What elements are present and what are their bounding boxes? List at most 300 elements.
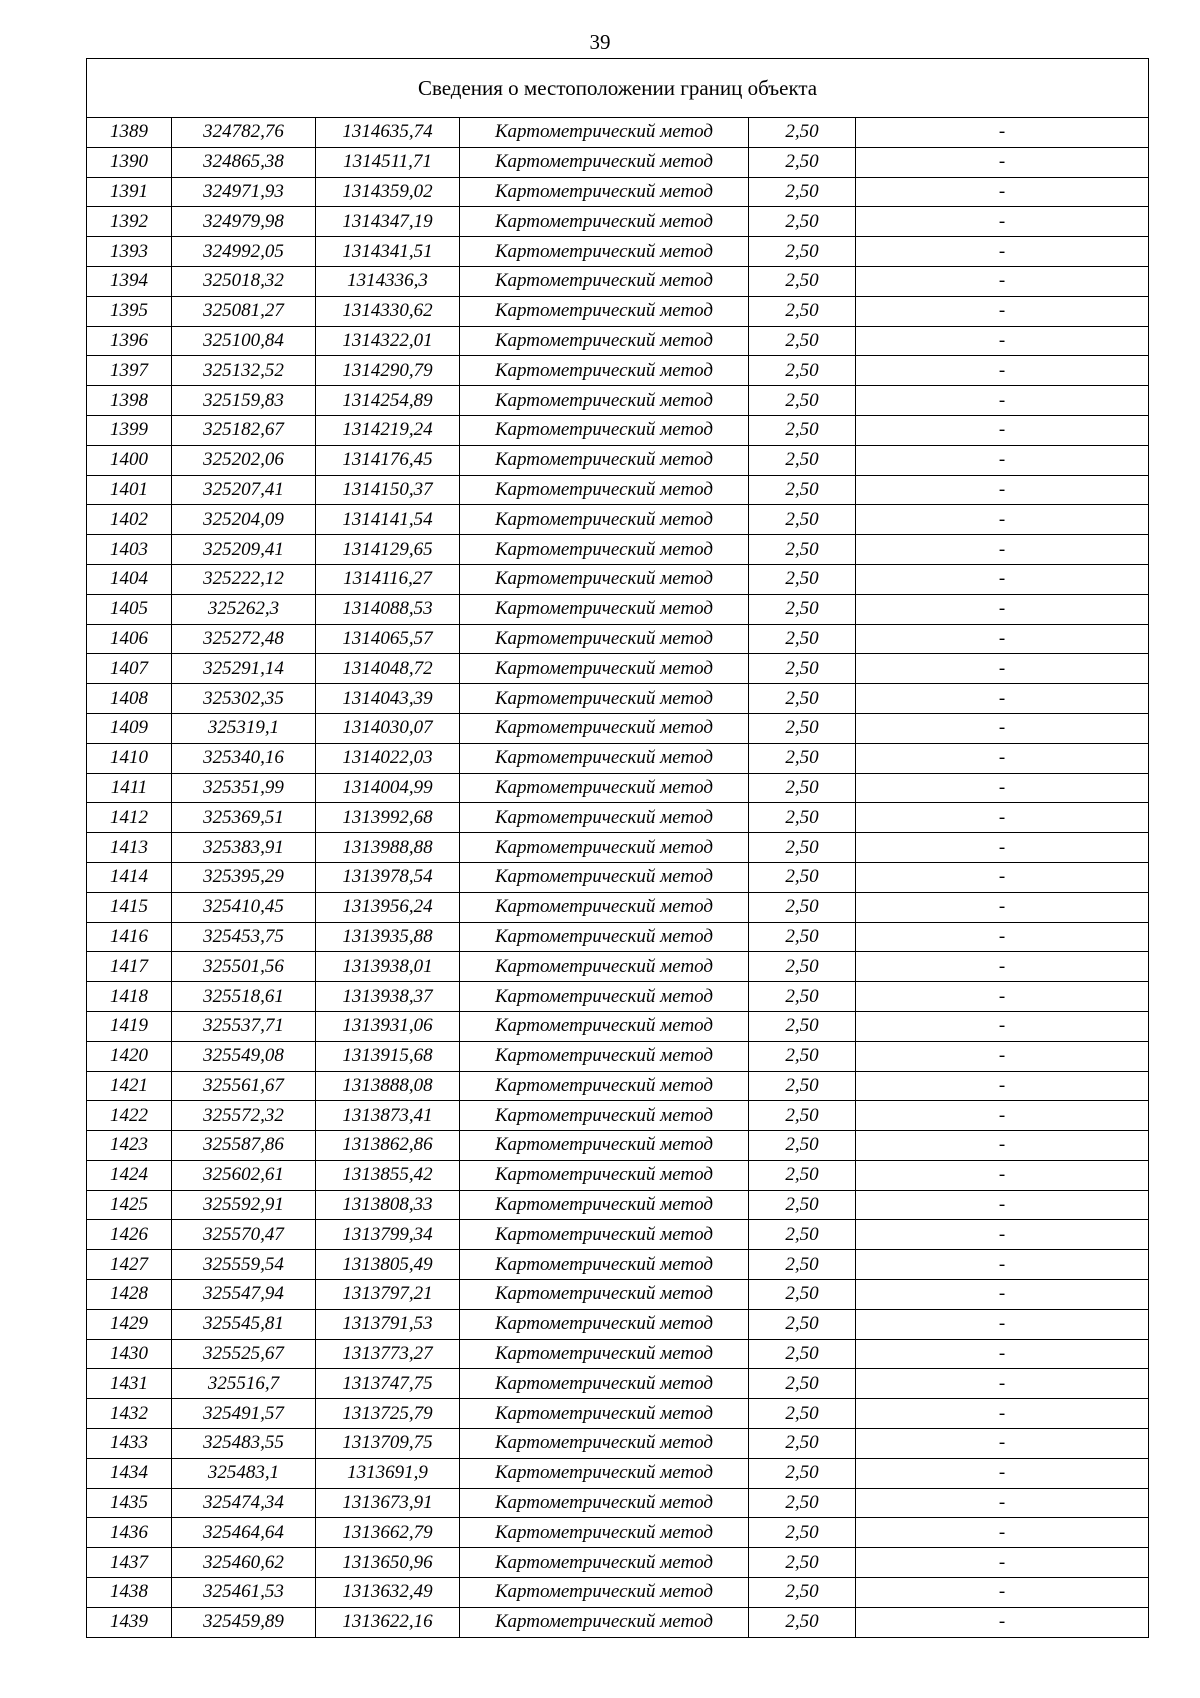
description-cell: - [856,1369,1149,1399]
accuracy-cell: 2,50 [749,1578,856,1608]
accuracy-cell: 2,50 [749,1429,856,1459]
x-coordinate-cell: 324971,93 [172,177,316,207]
y-coordinate-cell: 1313725,79 [316,1399,460,1429]
method-cell: Картометрический метод [460,1578,749,1608]
accuracy-cell: 2,50 [749,237,856,267]
description-cell: - [856,1429,1149,1459]
description-cell: - [856,952,1149,982]
method-cell: Картометрический метод [460,1488,749,1518]
x-coordinate-cell: 324979,98 [172,207,316,237]
x-coordinate-cell: 325501,56 [172,952,316,982]
description-cell: - [856,1131,1149,1161]
table-row [87,892,1149,922]
point-number-cell: 1392 [87,207,172,237]
table-row [87,1101,1149,1131]
y-coordinate-cell: 1313956,24 [316,892,460,922]
method-cell: Картометрический метод [460,1101,749,1131]
y-coordinate-cell: 1313709,75 [316,1429,460,1459]
description-cell: - [856,1041,1149,1071]
y-coordinate-cell: 1313799,34 [316,1220,460,1250]
table-row [87,624,1149,654]
method-cell: Картометрический метод [460,356,749,386]
accuracy-cell: 2,50 [749,654,856,684]
method-cell: Картометрический метод [460,1011,749,1041]
y-coordinate-cell: 1314635,74 [316,118,460,148]
method-cell: Картометрический метод [460,1131,749,1161]
method-cell: Картометрический метод [460,1041,749,1071]
x-coordinate-cell: 325570,47 [172,1220,316,1250]
point-number-cell: 1393 [87,237,172,267]
x-coordinate-cell: 325222,12 [172,564,316,594]
y-coordinate-cell: 1313931,06 [316,1011,460,1041]
method-cell: Картометрический метод [460,326,749,356]
x-coordinate-cell: 325461,53 [172,1578,316,1608]
point-number-cell: 1394 [87,266,172,296]
method-cell: Картометрический метод [460,713,749,743]
method-cell: Картометрический метод [460,743,749,773]
table-row [87,266,1149,296]
point-number-cell: 1390 [87,147,172,177]
table-row [87,654,1149,684]
method-cell: Картометрический метод [460,862,749,892]
table-row [87,177,1149,207]
boundary-coordinates-table [86,58,1149,1638]
accuracy-cell: 2,50 [749,803,856,833]
page-number: 39 [589,30,611,54]
y-coordinate-cell: 1313808,33 [316,1190,460,1220]
table-row [87,296,1149,326]
method-cell: Картометрический метод [460,505,749,535]
description-cell: - [856,1160,1149,1190]
accuracy-cell: 2,50 [749,922,856,952]
point-number-cell: 1405 [87,594,172,624]
description-cell: - [856,1518,1149,1548]
accuracy-cell: 2,50 [749,1190,856,1220]
description-cell: - [856,296,1149,326]
point-number-cell: 1395 [87,296,172,326]
x-coordinate-cell: 325204,09 [172,505,316,535]
point-number-cell: 1428 [87,1280,172,1310]
table-row [87,594,1149,624]
description-cell: - [856,1190,1149,1220]
x-coordinate-cell: 325202,06 [172,445,316,475]
description-cell: - [856,922,1149,952]
table-row [87,1429,1149,1459]
y-coordinate-cell: 1313988,88 [316,833,460,863]
method-cell: Картометрический метод [460,1309,749,1339]
description-cell: - [856,624,1149,654]
table-row [87,1190,1149,1220]
description-cell: - [856,326,1149,356]
method-cell: Картометрический метод [460,982,749,1012]
y-coordinate-cell: 1313888,08 [316,1071,460,1101]
point-number-cell: 1409 [87,713,172,743]
point-number-cell: 1418 [87,982,172,1012]
method-cell: Картометрический метод [460,1071,749,1101]
y-coordinate-cell: 1314336,3 [316,266,460,296]
table-row [87,1220,1149,1250]
y-coordinate-cell: 1313992,68 [316,803,460,833]
accuracy-cell: 2,50 [749,415,856,445]
point-number-cell: 1416 [87,922,172,952]
y-coordinate-cell: 1314511,71 [316,147,460,177]
table-row [87,743,1149,773]
y-coordinate-cell: 1314088,53 [316,594,460,624]
table-row [87,505,1149,535]
y-coordinate-cell: 1314116,27 [316,564,460,594]
y-coordinate-cell: 1314004,99 [316,773,460,803]
description-cell: - [856,535,1149,565]
accuracy-cell: 2,50 [749,505,856,535]
x-coordinate-cell: 325207,41 [172,475,316,505]
accuracy-cell: 2,50 [749,743,856,773]
accuracy-cell: 2,50 [749,386,856,416]
accuracy-cell: 2,50 [749,892,856,922]
y-coordinate-cell: 1313805,49 [316,1250,460,1280]
accuracy-cell: 2,50 [749,118,856,148]
table-row [87,445,1149,475]
description-cell: - [856,773,1149,803]
point-number-cell: 1436 [87,1518,172,1548]
x-coordinate-cell: 325262,3 [172,594,316,624]
y-coordinate-cell: 1313650,96 [316,1548,460,1578]
y-coordinate-cell: 1313873,41 [316,1101,460,1131]
method-cell: Картометрический метод [460,475,749,505]
x-coordinate-cell: 325561,67 [172,1071,316,1101]
table-row [87,118,1149,148]
y-coordinate-cell: 1313862,86 [316,1131,460,1161]
accuracy-cell: 2,50 [749,1071,856,1101]
x-coordinate-cell: 325460,62 [172,1548,316,1578]
point-number-cell: 1411 [87,773,172,803]
point-number-cell: 1432 [87,1399,172,1429]
method-cell: Картометрический метод [460,594,749,624]
table-row [87,1041,1149,1071]
y-coordinate-cell: 1314043,39 [316,684,460,714]
description-cell: - [856,1339,1149,1369]
method-cell: Картометрический метод [460,1458,749,1488]
description-cell: - [856,356,1149,386]
accuracy-cell: 2,50 [749,1548,856,1578]
table-row [87,773,1149,803]
table-row [87,1339,1149,1369]
description-cell: - [856,594,1149,624]
table-row [87,147,1149,177]
table-row [87,1488,1149,1518]
y-coordinate-cell: 1314176,45 [316,445,460,475]
method-cell: Картометрический метод [460,177,749,207]
accuracy-cell: 2,50 [749,1250,856,1280]
description-cell: - [856,892,1149,922]
x-coordinate-cell: 325410,45 [172,892,316,922]
table-row [87,386,1149,416]
point-number-cell: 1408 [87,684,172,714]
y-coordinate-cell: 1314150,37 [316,475,460,505]
description-cell: - [856,1309,1149,1339]
method-cell: Картометрический метод [460,952,749,982]
x-coordinate-cell: 325272,48 [172,624,316,654]
table-row [87,237,1149,267]
accuracy-cell: 2,50 [749,1399,856,1429]
description-cell: - [856,1548,1149,1578]
x-coordinate-cell: 325483,1 [172,1458,316,1488]
description-cell: - [856,713,1149,743]
x-coordinate-cell: 324865,38 [172,147,316,177]
y-coordinate-cell: 1314322,01 [316,326,460,356]
point-number-cell: 1427 [87,1250,172,1280]
point-number-cell: 1410 [87,743,172,773]
description-cell: - [856,1101,1149,1131]
accuracy-cell: 2,50 [749,1339,856,1369]
point-number-cell: 1419 [87,1011,172,1041]
x-coordinate-cell: 325081,27 [172,296,316,326]
point-number-cell: 1391 [87,177,172,207]
y-coordinate-cell: 1313662,79 [316,1518,460,1548]
x-coordinate-cell: 325602,61 [172,1160,316,1190]
description-cell: - [856,1458,1149,1488]
description-cell: - [856,1399,1149,1429]
table-row [87,356,1149,386]
y-coordinate-cell: 1313938,37 [316,982,460,1012]
y-coordinate-cell: 1313747,75 [316,1369,460,1399]
description-cell: - [856,177,1149,207]
description-cell: - [856,1011,1149,1041]
x-coordinate-cell: 325302,35 [172,684,316,714]
y-coordinate-cell: 1313978,54 [316,862,460,892]
accuracy-cell: 2,50 [749,266,856,296]
y-coordinate-cell: 1314219,24 [316,415,460,445]
table-row [87,803,1149,833]
accuracy-cell: 2,50 [749,773,856,803]
description-cell: - [856,445,1149,475]
x-coordinate-cell: 325209,41 [172,535,316,565]
point-number-cell: 1400 [87,445,172,475]
accuracy-cell: 2,50 [749,862,856,892]
point-number-cell: 1426 [87,1220,172,1250]
x-coordinate-cell: 325395,29 [172,862,316,892]
description-cell: - [856,1250,1149,1280]
method-cell: Картометрический метод [460,445,749,475]
point-number-cell: 1398 [87,386,172,416]
y-coordinate-cell: 1313773,27 [316,1339,460,1369]
table-row [87,1518,1149,1548]
point-number-cell: 1430 [87,1339,172,1369]
method-cell: Картометрический метод [460,207,749,237]
method-cell: Картометрический метод [460,833,749,863]
description-cell: - [856,1280,1149,1310]
description-cell: - [856,1071,1149,1101]
method-cell: Картометрический метод [460,684,749,714]
method-cell: Картометрический метод [460,386,749,416]
method-cell: Картометрический метод [460,266,749,296]
accuracy-cell: 2,50 [749,1369,856,1399]
x-coordinate-cell: 325572,32 [172,1101,316,1131]
x-coordinate-cell: 325459,89 [172,1607,316,1637]
point-number-cell: 1434 [87,1458,172,1488]
method-cell: Картометрический метод [460,237,749,267]
table-row [87,207,1149,237]
description-cell: - [856,237,1149,267]
x-coordinate-cell: 325587,86 [172,1131,316,1161]
y-coordinate-cell: 1314129,65 [316,535,460,565]
point-number-cell: 1389 [87,118,172,148]
method-cell: Картометрический метод [460,1429,749,1459]
y-coordinate-cell: 1314141,54 [316,505,460,535]
x-coordinate-cell: 325537,71 [172,1011,316,1041]
accuracy-cell: 2,50 [749,326,856,356]
y-coordinate-cell: 1313673,91 [316,1488,460,1518]
table-row [87,1309,1149,1339]
y-coordinate-cell: 1313855,42 [316,1160,460,1190]
y-coordinate-cell: 1314048,72 [316,654,460,684]
method-cell: Картометрический метод [460,118,749,148]
method-cell: Картометрический метод [460,773,749,803]
accuracy-cell: 2,50 [749,1011,856,1041]
y-coordinate-cell: 1314359,02 [316,177,460,207]
accuracy-cell: 2,50 [749,1458,856,1488]
x-coordinate-cell: 325525,67 [172,1339,316,1369]
method-cell: Картометрический метод [460,564,749,594]
table-row [87,415,1149,445]
point-number-cell: 1423 [87,1131,172,1161]
y-coordinate-cell: 1314254,89 [316,386,460,416]
method-cell: Картометрический метод [460,535,749,565]
y-coordinate-cell: 1314341,51 [316,237,460,267]
x-coordinate-cell: 324782,76 [172,118,316,148]
accuracy-cell: 2,50 [749,624,856,654]
x-coordinate-cell: 325518,61 [172,982,316,1012]
table-row [87,1399,1149,1429]
accuracy-cell: 2,50 [749,594,856,624]
accuracy-cell: 2,50 [749,1101,856,1131]
accuracy-cell: 2,50 [749,1309,856,1339]
accuracy-cell: 2,50 [749,684,856,714]
table-row [87,1160,1149,1190]
y-coordinate-cell: 1314330,62 [316,296,460,326]
x-coordinate-cell: 325132,52 [172,356,316,386]
description-cell: - [856,743,1149,773]
x-coordinate-cell: 325383,91 [172,833,316,863]
description-cell: - [856,1607,1149,1637]
description-cell: - [856,266,1149,296]
x-coordinate-cell: 325545,81 [172,1309,316,1339]
method-cell: Картометрический метод [460,1220,749,1250]
accuracy-cell: 2,50 [749,147,856,177]
point-number-cell: 1425 [87,1190,172,1220]
method-cell: Картометрический метод [460,1160,749,1190]
x-coordinate-cell: 325453,75 [172,922,316,952]
x-coordinate-cell: 325340,16 [172,743,316,773]
point-number-cell: 1413 [87,833,172,863]
accuracy-cell: 2,50 [749,982,856,1012]
accuracy-cell: 2,50 [749,296,856,326]
table-title: Сведения о местоположении границ объекта [87,59,1149,118]
method-cell: Картометрический метод [460,1399,749,1429]
accuracy-cell: 2,50 [749,564,856,594]
table-row [87,1458,1149,1488]
point-number-cell: 1403 [87,535,172,565]
table-row [87,862,1149,892]
table-row [87,952,1149,982]
y-coordinate-cell: 1313691,9 [316,1458,460,1488]
y-coordinate-cell: 1313797,21 [316,1280,460,1310]
method-cell: Картометрический метод [460,624,749,654]
y-coordinate-cell: 1313915,68 [316,1041,460,1071]
description-cell: - [856,803,1149,833]
table-row [87,1369,1149,1399]
accuracy-cell: 2,50 [749,1131,856,1161]
method-cell: Картометрический метод [460,1339,749,1369]
accuracy-cell: 2,50 [749,207,856,237]
point-number-cell: 1404 [87,564,172,594]
x-coordinate-cell: 325291,14 [172,654,316,684]
y-coordinate-cell: 1314347,19 [316,207,460,237]
table-row [87,1071,1149,1101]
point-number-cell: 1439 [87,1607,172,1637]
table-row [87,1578,1149,1608]
table-row [87,1250,1149,1280]
method-cell: Картометрический метод [460,1280,749,1310]
table-row [87,833,1149,863]
description-cell: - [856,207,1149,237]
point-number-cell: 1399 [87,415,172,445]
y-coordinate-cell: 1314022,03 [316,743,460,773]
description-cell: - [856,1220,1149,1250]
description-cell: - [856,1578,1149,1608]
x-coordinate-cell: 325547,94 [172,1280,316,1310]
description-cell: - [856,475,1149,505]
point-number-cell: 1414 [87,862,172,892]
point-number-cell: 1407 [87,654,172,684]
accuracy-cell: 2,50 [749,1280,856,1310]
x-coordinate-cell: 325474,34 [172,1488,316,1518]
point-number-cell: 1435 [87,1488,172,1518]
point-number-cell: 1437 [87,1548,172,1578]
x-coordinate-cell: 325491,57 [172,1399,316,1429]
table-row [87,475,1149,505]
description-cell: - [856,862,1149,892]
accuracy-cell: 2,50 [749,1488,856,1518]
point-number-cell: 1431 [87,1369,172,1399]
point-number-cell: 1424 [87,1160,172,1190]
x-coordinate-cell: 325018,32 [172,266,316,296]
y-coordinate-cell: 1313632,49 [316,1578,460,1608]
table-row [87,1607,1149,1637]
method-cell: Картометрический метод [460,1190,749,1220]
x-coordinate-cell: 325351,99 [172,773,316,803]
method-cell: Картометрический метод [460,415,749,445]
accuracy-cell: 2,50 [749,1607,856,1637]
point-number-cell: 1433 [87,1429,172,1459]
point-number-cell: 1406 [87,624,172,654]
method-cell: Картометрический метод [460,1548,749,1578]
y-coordinate-cell: 1314290,79 [316,356,460,386]
method-cell: Картометрический метод [460,1607,749,1637]
method-cell: Картометрический метод [460,1369,749,1399]
accuracy-cell: 2,50 [749,1041,856,1071]
description-cell: - [856,505,1149,535]
point-number-cell: 1422 [87,1101,172,1131]
y-coordinate-cell: 1313791,53 [316,1309,460,1339]
x-coordinate-cell: 325592,91 [172,1190,316,1220]
description-cell: - [856,684,1149,714]
method-cell: Картометрический метод [460,147,749,177]
x-coordinate-cell: 325559,54 [172,1250,316,1280]
accuracy-cell: 2,50 [749,713,856,743]
description-cell: - [856,147,1149,177]
accuracy-cell: 2,50 [749,535,856,565]
method-cell: Картометрический метод [460,892,749,922]
